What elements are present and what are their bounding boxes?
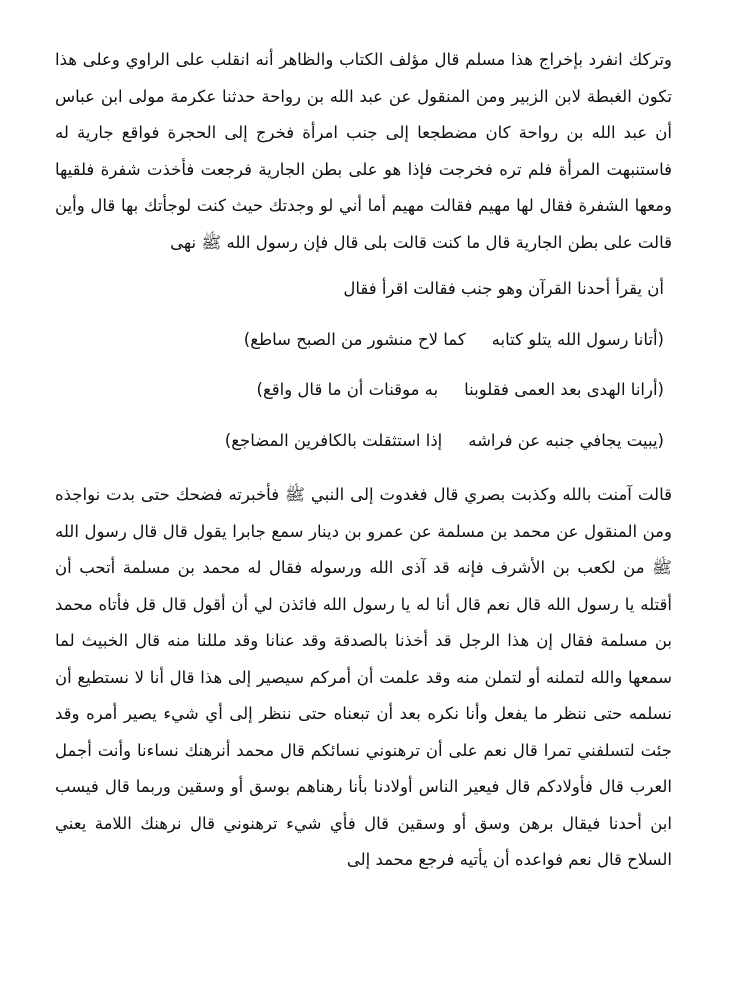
poem-verse [55, 322, 672, 359]
verse-second-hemistich: به موقنات أن ما قال واقع) [256, 380, 439, 399]
verse-first-hemistich: (أرانا الهدى بعد العمى فقلوبنا [464, 380, 664, 399]
poem-verse [55, 423, 672, 460]
poem-verse [55, 372, 672, 409]
verse-intro-line: أن يقرأ أحدنا القرآن وهو جنب فقالت اقرأ فقال [343, 279, 664, 298]
body-paragraph: قالت آمنت بالله وكذبت بصري قال فغدوت إلى النبي ﷺ فأخبرته فضحك حتى بدت نواجذه ومن المنقول عن محمد بن مسلمة عن عمرو بن دينار سمع جابرا يقول قال قال رسول الله ﷺ من لكعب بن الأشرف فإنه قد آذى الله ورسوله فقال له محمد بن مسلمة أتحب أن أقتله يا رسول الله قال نعم قال أنا له يا رسول الله فائذن لي أن أقول قال قل فأتاه محمد بن مسلمة فقال إن هذا الرجل قد أخذنا بالصدقة وقد عنانا وقد مللنا منه قال الخبيث لما سمعها والله لتملنه أو لتملن منه وقد علمت أن أمركم سيصير إلى هذا قال أنا لا نستطيع أن نسلمه حتى ننظر ما يفعل وأنا نكره بعد أن تبعناه حتى ننظر إلى أي شيء يصير أمره وقد جئت لتسلفني تمرا قال نعم على أن ترهنوني نسائكم قال محمد أنرهنك نساءنا وأنت أجمل العرب قال فأولادكم قال فيعير الناس أولادنا بأنا رهناهم بوسق أو وسقين وربما قال فيسب ابن أحدنا فيقال برهن وسق أو وسقين قال فأي شيء ترهنوني قال نرهنك اللامة يعني السلاح قال نعم فواعده أن يأتيه فرجع محمد إلى [55, 485, 672, 869]
verse-second-hemistich: كما لاح منشور من الصبح ساطع) [243, 329, 466, 349]
verse-second-hemistich: إذا استثقلت بالكافرين المضاجع) [224, 430, 443, 450]
verse-first-hemistich: (يبيت يجافي جنبه عن فراشه [468, 430, 664, 450]
verse-first-hemistich: (أتانا رسول الله يتلو كتابه [491, 329, 664, 349]
body-paragraph: وتركك انفرد بإخراج هذا مسلم قال مؤلف الكتاب والظاهر أنه انقلب على الراوي وعلى هذا تكون الغبطة لابن الزبير ومن المنقول عن عبد الله بن رواحة حدثنا عكرمة مولى ابن عباس أن عبد الله بن رواحة كان مضطجعا إلى جنب امرأة فخرج إلى الحجرة فواقع جارية له فاستنبهت المرأة فلم تره فخرجت فإذا هو على بطن الجارية فرجعت فأخذت شفرة فلقيها ومعها الشفرة فقال لها مهيم فقالت مهيم أما أني لو وجدتك حيث كنت لوجأتك بها قال وأين قالت على بطن الجارية قال ما كنت قالت بلى قال فإن رسول الله ﷺ نهى [55, 50, 672, 252]
